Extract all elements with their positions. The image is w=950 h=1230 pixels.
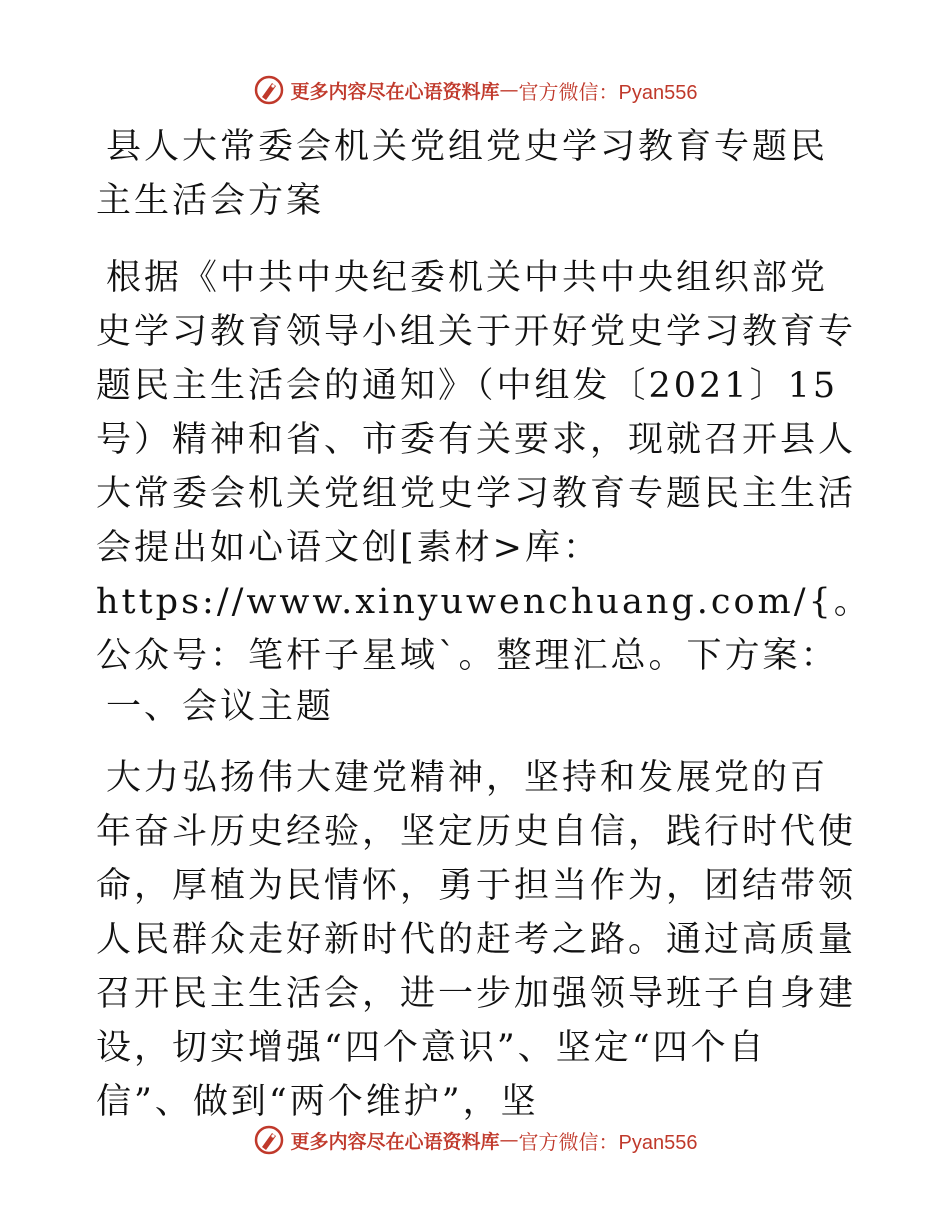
pen-nib-circle-icon: [253, 74, 285, 106]
section-heading-meeting-theme: 一、会议主题: [106, 687, 335, 727]
watermark-text: 更多内容尽在心语资料库: [290, 80, 500, 103]
watermark-separator: —: [499, 1129, 519, 1151]
watermark-text: 更多内容尽在心语资料库: [290, 1130, 500, 1153]
watermark-banner-top: [0, 70, 950, 110]
watermark-contact: 官方微信：Pyan556: [518, 81, 698, 104]
pen-nib-circle-icon: [253, 1124, 285, 1156]
watermark-banner-bottom: [0, 1120, 950, 1160]
watermark-contact: 官方微信：Pyan556: [518, 1131, 698, 1154]
document-title: 县人大常委会机关党组党史学习教育专题民主生活会方案: [96, 127, 829, 221]
watermark-separator: —: [499, 79, 519, 101]
paragraph-meeting-theme: 大力弘扬伟大建党精神，坚持和发展党的百年奋斗历史经验，坚定历史自信，践行时代使命，厚植为民情怀，勇于担当作为，团结带领人民群众走好新时代的赶考之路。通过高质量召开民主生活会，进一步加强领导班子自身建设，切实增强“四个意识”、坚定“四个自信”、做到“两个维护”，坚: [96, 758, 857, 1122]
paragraph-intro: 根据《中共中央纪委机关中共中央组织部党史学习教育领导小组关于开好党史学习教育专题民主生活会的通知》（中组发〔2021〕15号）精神和省、市委有关要求，现就召开县人大常委会机关党组党史学习教育专题民主生活会提出如心语文创[素材>库：https://www.xinyuwenchuang.com/{。公众号：笔杆子星域`。整理汇总。下方案：: [96, 258, 872, 676]
